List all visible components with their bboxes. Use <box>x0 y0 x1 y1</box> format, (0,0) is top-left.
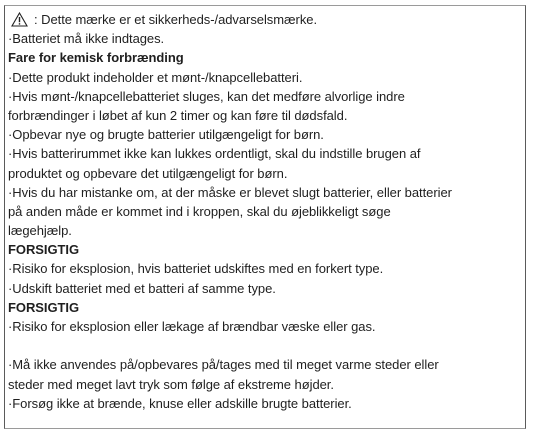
warning-text-line: ·Risiko for eksplosion eller lækage af brændbar væske eller gas. <box>8 319 376 334</box>
warning-text-line: ·Opbevar nye og brugte batterier utilgængeligt for børn. <box>8 127 324 143</box>
warning-lines <box>8 29 525 413</box>
warning-text-line: ·Forsøg ikke at brænde, knuse eller adskille brugte batterier. <box>8 395 352 411</box>
warning-text-line: ·Hvis mønt-/knapcellebatteriet sluges, kan det medføre alvorlige indre <box>8 88 405 104</box>
warning-text-line: på anden måde er kommet ind i kroppen, skal du øjeblikkeligt søge <box>8 203 391 219</box>
battery-warning-box <box>4 5 526 429</box>
warning-text-line: ·Batteriet må ikke indtages. <box>8 31 165 47</box>
symbol-explanation-line <box>8 10 525 29</box>
warning-text-line: ·Hvis batterirummet ikke kan lukkes ordentligt, skal du indstille brugen af <box>8 146 421 162</box>
section-heading: Fare for kemisk forbrænding <box>8 50 184 66</box>
warning-text-line: produktet og opbevare det utilgængeligt for børn. <box>8 165 288 181</box>
warning-text-line: steder med meget lavt tryk som følge af ekstreme højder. <box>8 376 334 392</box>
warning-text-line: ·Hvis du har mistanke om, at der måske er blevet slugt batterier, eller batterier <box>8 184 452 200</box>
warning-text-line: ·Risiko for eksplosion, hvis batteriet udskiftes med en forkert type. <box>8 261 384 277</box>
symbol-explanation-text: : Dette mærke er et sikkerheds-/advarselsmærke. <box>34 12 318 27</box>
warning-text-line: ·Dette produkt indeholder et mønt-/knapcellebatteri. <box>8 69 303 85</box>
warning-text-line: forbrændinger i løbet af kun 2 timer og kan føre til dødsfald. <box>8 107 348 123</box>
warning-triangle-icon <box>11 12 28 27</box>
warning-text-line: ·Udskift batteriet med et batteri af samme type. <box>8 280 276 296</box>
section-heading: FORSIGTIG <box>8 299 80 315</box>
warning-text-line: lægehjælp. <box>8 223 72 239</box>
section-heading: FORSIGTIG <box>8 242 80 258</box>
warning-text-line: ·Må ikke anvendes på/opbevares på/tages med til meget varme steder eller <box>8 357 439 373</box>
blank-line <box>8 336 525 355</box>
